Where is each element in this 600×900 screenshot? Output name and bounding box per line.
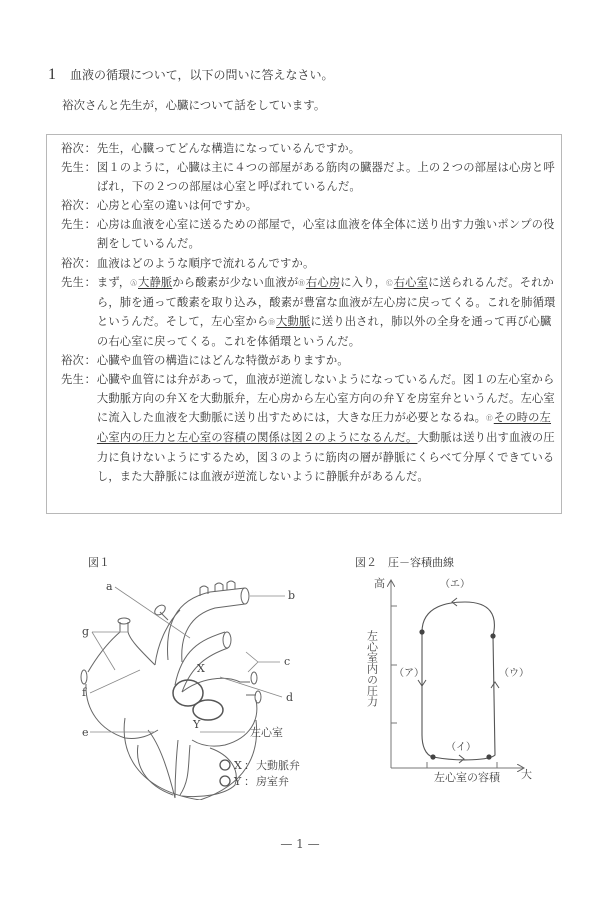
circled-letter-marker: Ⓒ	[386, 278, 393, 287]
pv-point	[419, 629, 424, 634]
speaker-name: 先生	[61, 373, 84, 387]
underlined-term: 右心房	[305, 275, 341, 289]
dialog-turn	[61, 351, 557, 370]
label-left-ventricle: 左心室	[250, 726, 283, 739]
text-segment: に入り，	[340, 275, 387, 289]
circled-letter-marker: Ⓓ	[268, 317, 276, 326]
pv-point	[490, 633, 495, 638]
circled-letter-marker: Ⓐ	[130, 278, 137, 287]
figure1-heart-diagram	[60, 570, 320, 800]
dialog-turn	[61, 370, 557, 486]
speaker-name: 裕次	[61, 199, 84, 213]
legend-circle-icon	[220, 776, 230, 786]
speaker-colon: ：	[84, 373, 97, 387]
text-segment: 心房は血液を心室に送るための部屋で，心室は血液を体全体に送り出す力強いポンプの役割をしているんだ。	[96, 218, 555, 251]
legend-x-name: 大動脈弁	[256, 759, 300, 772]
label-g: g	[82, 625, 90, 638]
dialog-turn	[61, 158, 557, 196]
utterance	[97, 273, 557, 351]
dialog-turn	[61, 215, 557, 253]
text-segment: 心臓や血管の構造にはどんな特徴がありますか。	[96, 354, 349, 368]
figure2-caption: 図２ 圧－容積曲線	[355, 556, 454, 569]
legend-circle-icon	[220, 760, 230, 770]
page-number: — 1 —	[280, 837, 320, 851]
x-axis-label: 左心室の容積	[434, 771, 500, 784]
underlined-term: 大静脈	[138, 275, 173, 289]
label-c: c	[284, 655, 291, 668]
question-number: 1	[48, 66, 56, 83]
text-segment: 図１のように，心臓は主に４つの部屋がある筋肉の臓器だよ。上の２つの部屋は心房と呼ばれ，下の２つの部屋は心室と呼ばれているんだ。	[96, 161, 555, 194]
figure1-caption: 図１	[88, 556, 110, 569]
text-segment: 大動脈は送り出す血液の圧力に負けないようにするため，図３のように筋肉の層が静脈にくらべて分厚くできているし，また大静脈には血液が逆流しないように静脈弁があるんだ。	[96, 431, 555, 483]
text-segment: 血液はどのような順序で流れるんですか。	[96, 256, 315, 270]
y-axis-label: 左心室内の圧力	[365, 630, 379, 707]
speaker-name: 裕次	[61, 142, 84, 155]
underlined-term: 右心室	[393, 275, 429, 289]
text-segment: 先生，心臓ってどんな構造になっているんですか。	[96, 142, 361, 155]
aortic-arch	[167, 588, 245, 660]
speaker-colon: ：	[84, 256, 97, 270]
phase-a: （ア）	[394, 668, 424, 679]
speaker-colon: ：	[84, 161, 97, 175]
speaker-colon: ：	[84, 142, 97, 155]
circled-letter-marker: Ⓑ	[298, 278, 305, 287]
utterance	[97, 196, 557, 215]
x-axis-high: 大	[521, 768, 532, 781]
utterance	[97, 370, 557, 486]
underlined-term: 大動脈	[276, 314, 311, 328]
pv-loop-curve	[422, 602, 495, 760]
underlined-term: その時の左心室内の圧力と左心室の容積の関係は図２のようになるんだ。	[96, 411, 552, 445]
legend-y-sep: ：	[244, 775, 255, 788]
dialog	[61, 139, 557, 486]
question-prompt: 血液の循環について，以下の問いに答えなさい。	[70, 68, 334, 82]
figure2-pv-loop	[340, 570, 540, 790]
speaker-colon: ：	[84, 199, 97, 213]
speaker-name: 裕次	[61, 354, 84, 368]
arrow-right-icon	[459, 755, 464, 763]
label-y: Y	[193, 718, 201, 731]
speaker-colon: ：	[84, 218, 97, 232]
text-segment: に送られるんだ。それから，肺を通って酸素を取り込み，酸素が豊富な血液が左心房に戻ってくる。これを肺循環というんだ。そして，左心室から	[96, 275, 556, 328]
legend-x-key: X	[234, 759, 242, 772]
text-segment: まず，	[96, 275, 131, 289]
dialog-box	[46, 134, 562, 514]
pv-point	[486, 754, 491, 759]
utterance	[97, 254, 557, 273]
dialog-turn	[61, 254, 557, 273]
dialog-turn	[61, 273, 557, 351]
text-segment: に送り出され，肺以外の全身を通って再び心臓の右心室に戻ってくる。これを体循環というんだ。	[96, 314, 552, 348]
utterance	[97, 351, 557, 370]
speaker-name: 先生	[61, 218, 84, 232]
legend-y-key: Y	[234, 775, 242, 788]
speaker-colon: ：	[84, 275, 97, 289]
question-heading	[48, 66, 334, 84]
speaker-name: 裕次	[61, 256, 84, 270]
phase-e: （エ）	[440, 579, 470, 590]
utterance	[97, 215, 557, 253]
arrow-up-icon	[491, 682, 499, 688]
speaker-name: 先生	[61, 275, 84, 289]
label-d: d	[286, 691, 294, 704]
label-f: f	[82, 686, 87, 699]
text-segment: から酸素が少ない血液が	[172, 275, 299, 289]
speaker-colon: ：	[84, 354, 97, 368]
dialog-turn	[61, 196, 557, 215]
legend-x-sep: ：	[244, 759, 255, 772]
utterance	[97, 139, 557, 158]
y-axis-high: 高	[374, 577, 385, 590]
pv-point	[430, 754, 435, 759]
text-segment: 心臓や血管には弁があって，血液が逆流しないようになっているんだ。図１の左心室から大動脈方向の弁Ｘを大動脈弁，左心房から左心室方向の弁Ｙを房室弁というんだ。左心室に流入した血液を大動脈に送り出すためには，大きな圧力が必要となるね。	[96, 373, 555, 425]
label-x: X	[197, 662, 205, 675]
legend-y-name: 房室弁	[256, 775, 289, 788]
speaker-name: 先生	[61, 161, 84, 175]
circled-letter-marker: Ⓔ	[486, 414, 493, 423]
utterance	[97, 158, 557, 196]
dialog-turn	[61, 139, 557, 158]
label-a: a	[106, 580, 113, 593]
valve-y-circle	[193, 700, 223, 720]
question-intro: 裕次さんと先生が，心臓について話をしています。	[62, 98, 326, 112]
phase-i: （イ）	[446, 742, 476, 753]
phase-u: （ウ）	[499, 668, 529, 679]
label-e: e	[82, 726, 89, 739]
text-segment: 心房と心室の違いは何ですか。	[96, 199, 258, 213]
label-b: b	[288, 589, 296, 602]
